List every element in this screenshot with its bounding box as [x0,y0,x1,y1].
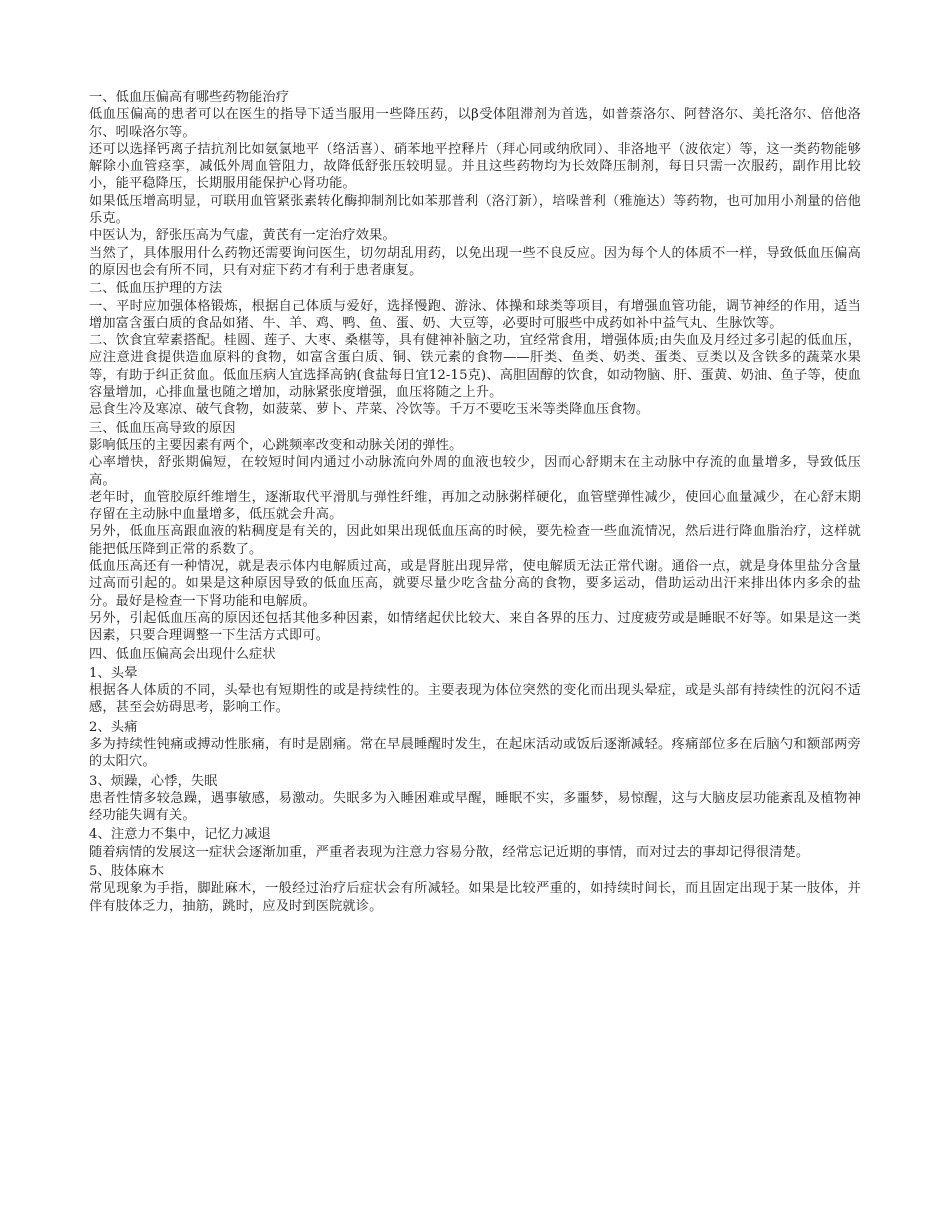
paragraph: 心率增快，舒张期偏短，在较短时间内通过小动脉流向外周的血液也较少，因而心舒期末在主动脉中存流的血量增多，导致低压高。 [89,455,861,488]
symptom-5-heading: 5、肢体麻木 [89,864,165,880]
paragraph: 还可以选择钙离子拮抗剂比如氨氯地平（络活喜）、硝苯地平控释片（拜心同或纳欣同）、非洛地平（波依定）等，这一类药物能够解除小血管痉挛，减低外周血管阻力，故降低舒张压较明显。并且这些药物均为长效降压制剂，每日只需一次服药，副作用比较小，能平稳降压，长期服用能保护心肾功能。 [89,141,861,192]
symptom-3-heading: 3、烦躁，心悸，失眠 [89,773,218,789]
paragraph: 当然了，具体服用什么药物还需要询问医生，切勿胡乱用药，以免出现一些不良反应。因为每个人的体质不一样，导致低血压偏高的原因也会有所不同，只有对症下药才有利于患者康复。 [89,245,861,278]
paragraph: 根据各人体质的不同，头晕也有短期性的或是持续性的。主要表现为体位突然的变化而出现头晕症，或是头部有持续性的沉闷不适感，甚至会妨碍思考，影响工作。 [89,683,861,716]
paragraph: 如果低压增高明显，可联用血管紧张素转化酶抑制剂比如苯那普利（洛汀新），培哚普利（雅施达）等药物，也可加用小剂量的倍他乐克。 [89,193,861,227]
paragraph: 另外，引起低血压高的原因还包括其他多种因素，如情绪起伏比较大、来自各界的压力、过度疲劳或是睡眠不好等。如果是这一类因素，只要合理调整一下生活方式即可。 [89,610,861,644]
paragraph: 常见现象为手指，脚趾麻木，一般经过治疗后症状会有所减轻。如果是比较严重的，如持续时间长，而且固定出现于某一肢体，并伴有肢体乏力，抽筋，跳时，应及时到医院就诊。 [89,881,861,914]
paragraph: 影响低压的主要因素有两个，心跳频率改变和动脉关闭的弹性。 [89,437,463,453]
section-3-heading: 三、低血压高导致的原因 [89,420,236,436]
section-1-heading: 一、低血压偏高有哪些药物能治疗 [89,90,290,105]
paragraph: 低血压高还有一种情况，就是表示体内电解质过高，或是肾脏出现异常，使电解质无法正常代谢。通俗一点，就是身体里盐分含量过高而引起的。如果是这种原因导致的低血压高，就要尽量少吃含盐分高的食物，要多运动，借助运动出汗来排出体内多余的盐分。最好是检查一下肾功能和电解质。 [89,559,861,609]
paragraph: 多为持续性钝痛或搏动性胀痛，有时是剧痛。常在早晨睡醒时发生，在起床活动或饭后逐渐减轻。疼痛部位多在后脑勺和额部两旁的太阳穴。 [89,736,861,770]
paragraph: 忌食生冷及寒凉、破气食物，如菠菜、萝卜、芹菜、冷饮等。千万不要吃玉米等类降血压食物。 [89,402,650,418]
paragraph: 中医认为，舒张压高为气虚，黄芪有一定治疗效果。 [89,228,396,244]
section-4-heading: 四、低血压偏高会出现什么症状 [89,646,276,662]
paragraph: 二、饮食宜荤素搭配。桂圆、莲子、大枣、桑椹等，具有健神补脑之功，宜经常食用，增强体质;由失血及月经过多引起的低血压，应注意进食提供造血原料的食物，如富含蛋白质、铜、铁元素的食物——肝类、鱼类、奶类、蛋类、豆类以及含铁多的蔬菜水果等，有助于纠正贫血。低血压病人宜选择高钠(食盐每日宜12-15克)、高胆固醇的饮食，如动物脑、肝、蛋黄、奶油、鱼子等，使血容量增加，心排血量也随之增加，动脉紧张度增强，血压将随之上升。 [89,333,861,401]
symptom-4-heading: 4、注意力不集中，记忆力减退 [89,827,271,843]
paragraph: 低血压偏高的患者可以在医生的指导下适当服用一些降压药，以β受体阻滞剂为首选，如普萘洛尔、阿替洛尔、美托洛尔、倍他洛尔、吲哚洛尔等。 [89,107,861,140]
paragraph: 另外，低血压高跟血液的粘稠度是有关的，因此如果出现低血压高的时候，要先检查一些血流情况，然后进行降血脂治疗，这样就能把低压降到正常的系数了。 [89,524,861,557]
symptom-2-heading: 2、头痛 [89,719,138,735]
paragraph: 随着病情的发展这一症状会逐渐加重，严重者表现为注意力容易分散，经常忘记近期的事情，而对过去的事却记得很清楚。 [89,844,810,860]
section-2-heading: 二、低血压护理的方法 [89,281,223,297]
article-body [89,88,861,915]
symptom-1-heading: 1、头晕 [89,665,138,681]
paragraph: 一、平时应加强体格锻炼，根据自己体质与爱好，选择慢跑、游泳、体操和球类等项目，有增强血管功能，调节神经的作用，适当增加富含蛋白质的食品如猪、牛、羊、鸡、鸭、鱼、蛋、奶、大豆等，必要时可服些中成药如补中益气丸、生脉饮等。 [89,298,861,331]
paragraph: 患者性情多较急躁，遇事敏感，易激动。失眠多为入睡困难或早醒，睡眠不实，多噩梦，易惊醒，这与大脑皮层功能紊乱及植物神经功能失调有关。 [89,790,861,824]
paragraph: 老年时，血管胶原纤维增生，逐渐取代平滑肌与弹性纤维，再加之动脉粥样硬化，血管壁弹性减少，使回心血量减少，在心舒末期存留在主动脉中血量增多，低压就会升高。 [89,489,861,523]
